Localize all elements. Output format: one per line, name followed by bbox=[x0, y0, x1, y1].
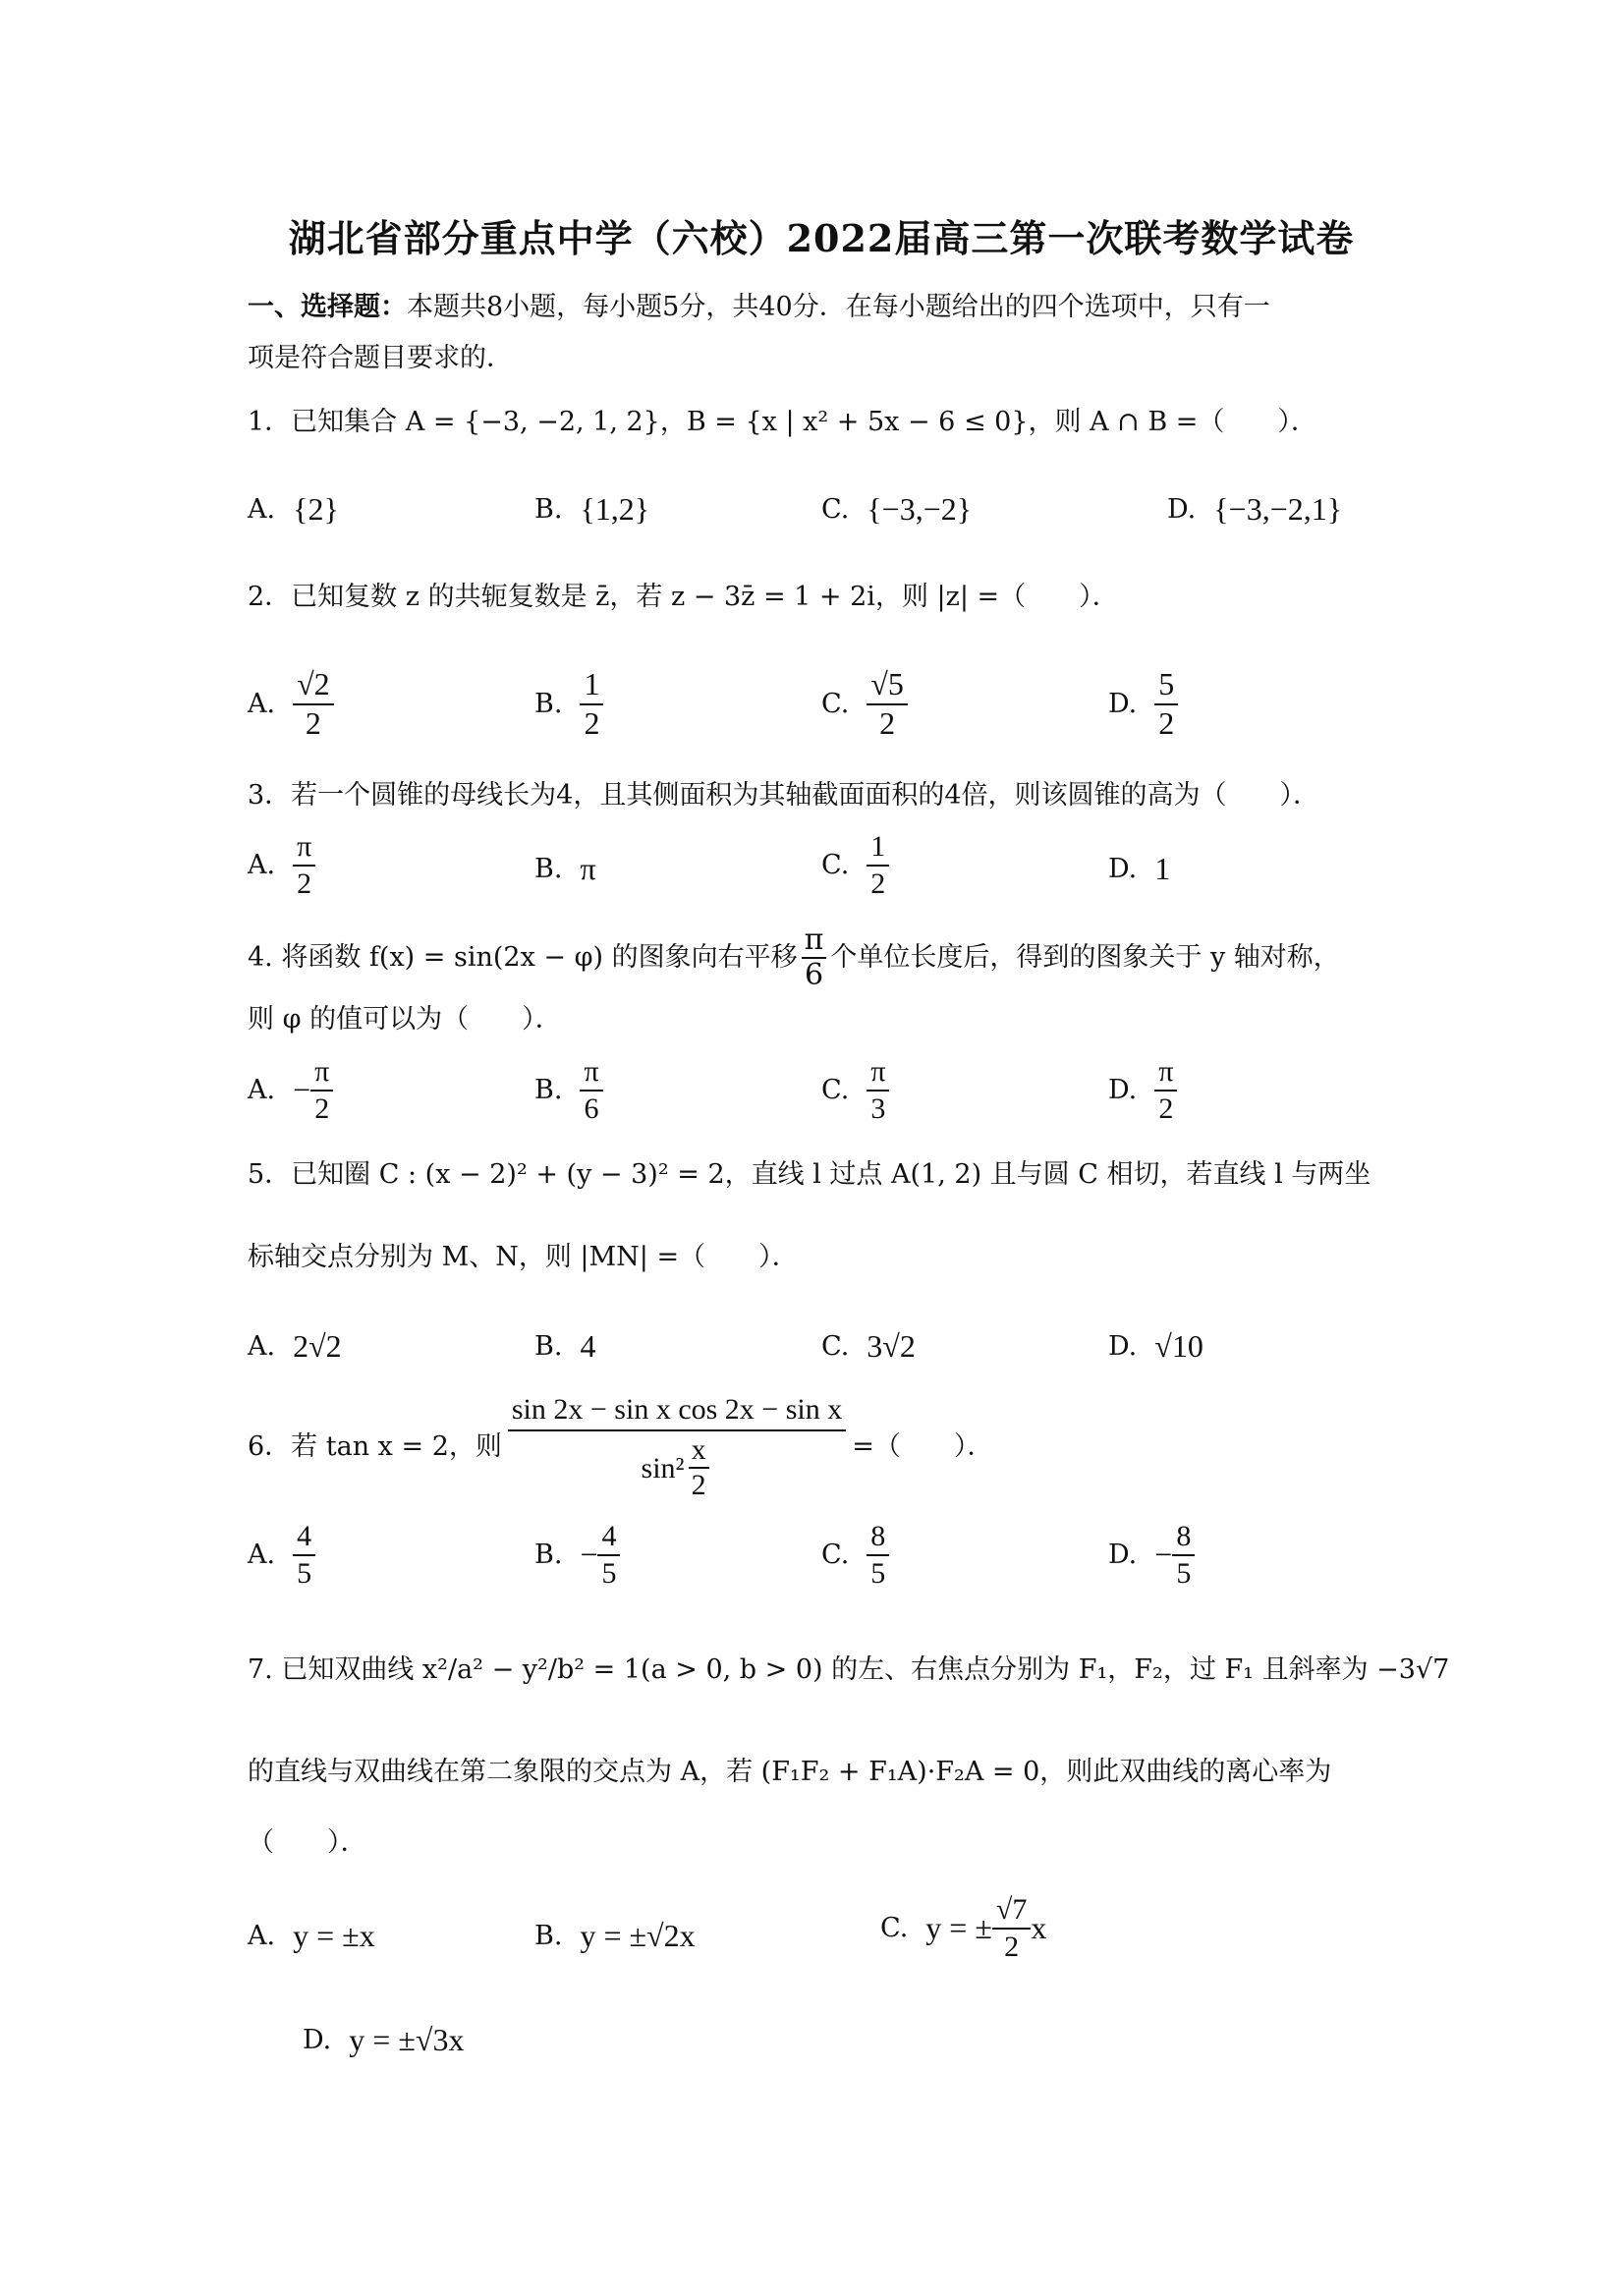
option-label: B. bbox=[534, 1331, 563, 1362]
q3-option-d bbox=[1108, 851, 1170, 887]
option-label: A. bbox=[248, 689, 276, 720]
denominator: 2 bbox=[879, 704, 896, 741]
numerator: x bbox=[689, 1435, 709, 1469]
q6-option-a bbox=[248, 1521, 315, 1589]
q7-option-b bbox=[534, 1918, 696, 1954]
fraction bbox=[597, 1521, 620, 1589]
option-label: C. bbox=[821, 689, 850, 720]
numerator: 4 bbox=[597, 1521, 620, 1556]
denominator: 2 bbox=[305, 704, 321, 741]
question-2-stem: 2．已知复数 z 的共轭复数是 z̄，若 z − 3z̄ = 1 + 2i，则 |z| =（ ）． bbox=[248, 582, 1119, 612]
option-label: A. bbox=[248, 1075, 276, 1105]
option-label: A. bbox=[248, 1921, 276, 1951]
q6-stem-part-1: 6．若 tan x = 2，则 bbox=[248, 1430, 502, 1462]
numerator: 1 bbox=[867, 831, 889, 867]
q4-option-c bbox=[821, 1056, 889, 1124]
sin-squared: sin² bbox=[641, 1451, 685, 1484]
fraction bbox=[867, 1056, 889, 1124]
question-4-stem bbox=[248, 925, 1340, 990]
numerator: π bbox=[802, 925, 827, 959]
minus-sign: − bbox=[293, 1072, 311, 1107]
q6-option-c bbox=[821, 1521, 889, 1589]
question-3-stem: 3．若一个圆锥的母线长为4，且其侧面积为其轴截面面积的4倍，则该圆锥的高为（ ）． bbox=[248, 780, 1320, 811]
question-1-stem: 1．已知集合 A = {−3, −2, 1, 2}，B = {x | x² + 5x − 6 ≤ 0}，则 A ∩ B =（ ）． bbox=[248, 407, 1317, 437]
q6-stem-part-2: =（ ）． bbox=[852, 1430, 994, 1462]
option-value: π bbox=[580, 851, 596, 886]
q5-option-a bbox=[248, 1328, 342, 1365]
option-label: D. bbox=[1108, 854, 1138, 884]
minus-sign: − bbox=[1154, 1537, 1173, 1572]
fraction bbox=[580, 1056, 602, 1124]
exam-page bbox=[248, 0, 1450, 2296]
half-x-fraction bbox=[689, 1435, 709, 1500]
q2-option-c bbox=[821, 668, 908, 740]
question-7-stem-line-3: （ ）． bbox=[248, 1827, 367, 1858]
numerator: 4 bbox=[293, 1521, 315, 1556]
option-label: C. bbox=[821, 1540, 850, 1570]
numerator: π bbox=[580, 1056, 602, 1092]
q3-option-c bbox=[821, 831, 889, 899]
q3-option-b bbox=[534, 851, 596, 887]
option-value: √10 bbox=[1154, 1328, 1203, 1364]
question-5-stem: 5．已知圈 C : (x − 2)² + (y − 3)² = 2，直线 l 过点 A(1, 2) 且与圆 C 相切，若直线 l 与两坐 bbox=[248, 1159, 1371, 1190]
question-7-stem-line-2: 的直线与双曲线在第二象限的交点为 A，若 (F₁F₂ + F₁A)·F₂A = 0，则此双曲线的离心率为 bbox=[248, 1757, 1332, 1787]
fraction bbox=[1154, 668, 1178, 740]
option-label: B. bbox=[534, 689, 563, 720]
option-value: {−3,−2} bbox=[867, 491, 973, 527]
q4-option-a bbox=[248, 1056, 333, 1124]
section-intro bbox=[248, 290, 1270, 325]
option-label: A. bbox=[248, 850, 276, 880]
option-label: D. bbox=[1108, 689, 1138, 720]
option-label: C. bbox=[880, 1913, 909, 1943]
option-label: B. bbox=[534, 854, 563, 884]
q2-option-b bbox=[534, 668, 603, 740]
denominator: 2 bbox=[584, 704, 600, 741]
denominator: 6 bbox=[804, 958, 824, 992]
q5-option-b bbox=[534, 1328, 595, 1365]
option-value: y = ±√2x bbox=[580, 1918, 696, 1953]
denominator: 5 bbox=[1176, 1556, 1192, 1590]
option-label: B. bbox=[534, 494, 563, 525]
option-label: A. bbox=[248, 494, 276, 525]
fraction bbox=[1172, 1521, 1195, 1589]
section-text-2: 项是符合题目要求的． bbox=[248, 343, 513, 373]
question-4-stem-line-2: 则 φ 的值可以为（ ）． bbox=[248, 1004, 562, 1035]
q4-stem-fraction bbox=[802, 925, 827, 990]
q4-option-d bbox=[1108, 1056, 1177, 1124]
option-label: A. bbox=[248, 1540, 276, 1570]
denominator: 2 bbox=[691, 1469, 706, 1501]
denominator: 2 bbox=[1004, 1930, 1020, 1963]
option-prefix: y = ± bbox=[925, 1910, 992, 1945]
numerator: √2 bbox=[293, 668, 334, 705]
denominator: 5 bbox=[870, 1556, 886, 1590]
fraction bbox=[310, 1056, 333, 1124]
q7-option-d bbox=[303, 2022, 464, 2058]
fraction bbox=[867, 1521, 889, 1589]
numerator: 8 bbox=[867, 1521, 889, 1556]
fraction bbox=[867, 668, 908, 740]
section-heading: 一、选择题： bbox=[248, 292, 407, 322]
denominator: 2 bbox=[1158, 704, 1175, 741]
option-value: {2} bbox=[293, 491, 339, 527]
option-label: D. bbox=[303, 2025, 332, 2055]
denominator: 5 bbox=[601, 1556, 617, 1590]
option-label: D. bbox=[1108, 1540, 1138, 1570]
denominator: 6 bbox=[584, 1092, 599, 1125]
denominator: 2 bbox=[314, 1092, 330, 1125]
numerator: sin 2x − sin x cos 2x − sin x bbox=[508, 1393, 846, 1431]
q1-option-b bbox=[534, 491, 649, 528]
q4-stem-part-2: 个单位长度后，得到的图象关于 y 轴对称， bbox=[830, 942, 1340, 973]
q5-option-d bbox=[1108, 1328, 1203, 1365]
numerator: π bbox=[310, 1056, 333, 1092]
q4-stem-part-1: 4. 将函数 f(x) = sin(2x − φ) 的图象向右平移 bbox=[248, 942, 798, 973]
option-label: B. bbox=[534, 1540, 563, 1570]
q1-option-d bbox=[1167, 491, 1342, 528]
option-suffix: x bbox=[1031, 1910, 1047, 1945]
q2-option-d bbox=[1108, 668, 1178, 740]
option-label: A. bbox=[248, 1331, 276, 1362]
fraction bbox=[293, 668, 334, 740]
q4-option-b bbox=[534, 1056, 603, 1124]
q6-option-b bbox=[534, 1521, 620, 1589]
option-value: y = ±x bbox=[293, 1918, 375, 1953]
denominator: 2 bbox=[1158, 1092, 1174, 1125]
fraction bbox=[293, 831, 315, 899]
question-6-stem bbox=[248, 1393, 993, 1500]
question-5-stem-line-2: 标轴交点分别为 M、N，则 |MN| =（ ）． bbox=[248, 1242, 799, 1272]
option-value: y = ±√3x bbox=[349, 2022, 465, 2057]
section-text-1: 本题共8小题，每小题5分，共40分．在每小题给出的四个选项中，只有一 bbox=[407, 292, 1270, 322]
option-value: {−3,−2,1} bbox=[1213, 491, 1343, 527]
fraction bbox=[992, 1894, 1031, 1962]
option-value: 2√2 bbox=[293, 1328, 342, 1364]
fraction bbox=[1154, 1056, 1177, 1124]
option-label: D. bbox=[1108, 1075, 1138, 1105]
option-label: D. bbox=[1108, 1331, 1138, 1362]
denominator: 3 bbox=[870, 1092, 886, 1125]
minus-sign: − bbox=[580, 1537, 598, 1572]
option-value: 4 bbox=[580, 1328, 596, 1364]
option-label: C. bbox=[821, 494, 850, 525]
fraction bbox=[580, 668, 603, 740]
q5-option-c bbox=[821, 1328, 916, 1365]
numerator: π bbox=[1154, 1056, 1177, 1092]
option-label: C. bbox=[821, 1331, 850, 1362]
q2-option-a bbox=[248, 668, 334, 740]
question-7-stem: 7. 已知双曲线 x²/a² − y²/b² = 1(a > 0, b > 0) 的左、右焦点分别为 F₁，F₂，过 F₁ 且斜率为 −3√7 bbox=[248, 1654, 1450, 1685]
option-label: B. bbox=[534, 1921, 563, 1951]
numerator: π bbox=[293, 831, 315, 867]
q6-fraction bbox=[508, 1393, 846, 1500]
q7-option-a bbox=[248, 1918, 375, 1954]
q7-option-c bbox=[880, 1894, 1046, 1962]
page-title: 湖北省部分重点中学（六校）2022届高三第一次联考数学试卷 bbox=[288, 216, 1355, 260]
option-label: B. bbox=[534, 1075, 563, 1105]
numerator: 8 bbox=[1172, 1521, 1195, 1556]
numerator: π bbox=[867, 1056, 889, 1092]
denominator: 5 bbox=[297, 1556, 312, 1590]
option-value: 1 bbox=[1154, 851, 1171, 886]
q3-option-a bbox=[248, 831, 315, 899]
option-value: 3√2 bbox=[867, 1328, 916, 1364]
option-value: {1,2} bbox=[580, 491, 650, 527]
denominator: 2 bbox=[870, 867, 886, 900]
numerator: 5 bbox=[1154, 668, 1178, 705]
q6-option-d bbox=[1108, 1521, 1195, 1589]
q1-option-c bbox=[821, 491, 972, 528]
option-label: C. bbox=[821, 850, 850, 880]
denominator: 2 bbox=[297, 867, 312, 900]
numerator: √5 bbox=[867, 668, 908, 705]
numerator: √7 bbox=[992, 1894, 1031, 1930]
option-label: D. bbox=[1167, 494, 1197, 525]
numerator: 1 bbox=[580, 668, 603, 705]
fraction bbox=[293, 1521, 315, 1589]
fraction bbox=[867, 831, 889, 899]
option-label: C. bbox=[821, 1075, 850, 1105]
denominator bbox=[642, 1431, 713, 1500]
q1-option-a bbox=[248, 491, 339, 528]
